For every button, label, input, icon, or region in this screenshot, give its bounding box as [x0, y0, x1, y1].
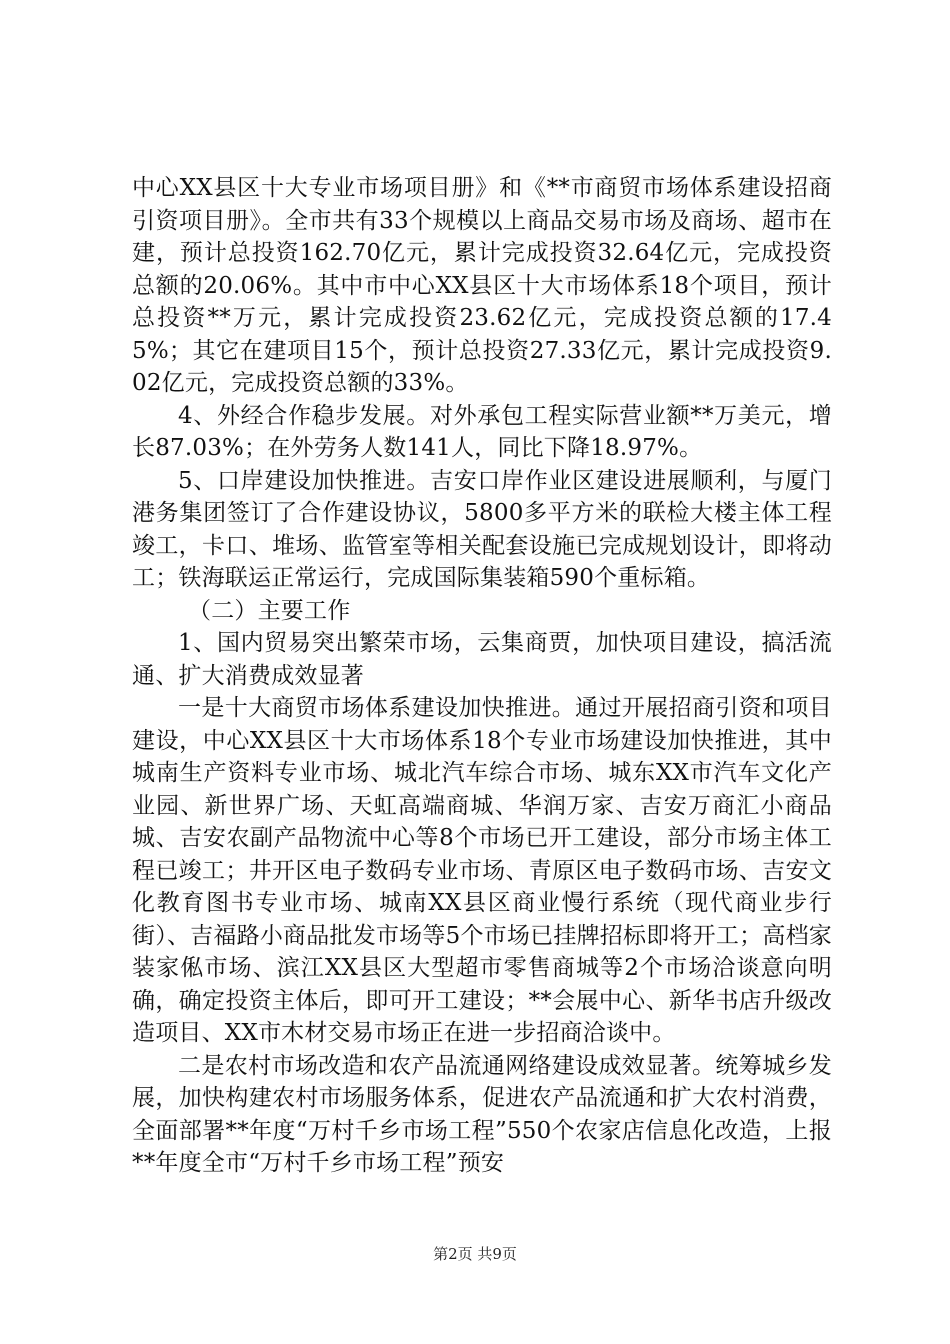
document-body: [132, 172, 832, 1180]
paragraph-rural-market: 二是农村市场改造和农产品流通网络建设成效显著。统筹城乡发展，加快构建农村市场服务体系，促进农产品流通和扩大农村消费，全面部署**年度“万村千乡市场工程”550个农家店信息化改造，上报**年度全市“万村千乡市场工程”预安: [132, 1052, 832, 1176]
paragraph-investment-summary: 中心XX县区十大专业市场项目册》和《**市商贸市场体系建设招商引资项目册》。全市共有33个规模以上商品交易市场及商场、超市在建，预计总投资162.70亿元，累计完成投资32.64亿元，完成投资总额的20.06%。其中市中心XX县区十大市场体系18个项目，预计总投资**万元，累计完成投资23.62亿元，完成投资总额的17.45%；其它在建项目15个，预计总投资27.33亿元，累计完成投资9.02亿元，完成投资总额的33%。: [132, 175, 832, 396]
section-heading-main-work: [132, 595, 832, 628]
section-heading-text: （二）主要工作: [188, 597, 351, 624]
paragraph-port-construction: 5、口岸建设加快推进。吉安口岸作业区建设进展顺利，与厦门港务集团签订了合作建设协议，5800多平方米的联检大楼主体工程竣工，卡口、堆场、监管室等相关配套设施已完成规划设计，即将动工；铁海联运正常运行，完成国际集装箱590个重标箱。: [132, 467, 832, 591]
paragraph-foreign-economic-cooperation: 4、外经合作稳步发展。对外承包工程实际营业额**万美元，增长87.03%；在外劳务人数141人，同比下降18.97%。: [132, 402, 832, 461]
page-number-footer: 第2页 共9页: [433, 1245, 517, 1263]
paragraph-market-system-construction: 一是十大商贸市场体系建设加快推进。通过开展招商引资和项目建设，中心XX县区十大市场体系18个专业市场建设加快推进，其中城南生产资料专业市场、城北汽车综合市场、城东XX市汽车文化产业园、新世界广场、天虹高端商城、华润万家、吉安万商汇小商品城、吉安农副产品物流中心等8个市场已开工建设，部分市场主体工程已竣工；井开区电子数码专业市场、青原区电子数码市场、吉安文化教育图书专业市场、城南XX县区商业慢行系统（现代商业步行街）、吉福路小商品批发市场等5个市场已挂牌招标即将开工；高档家装家俬市场、滨江XX县区大型超市零售商城等2个市场洽谈意向明确，确定投资主体后，即可开工建设；**会展中心、新华书店升级改造项目、XX市木材交易市场正在进一步招商洽谈中。: [132, 695, 832, 1046]
paragraph-domestic-trade: 1、国内贸易突出繁荣市场，云集商贾，加快项目建设，搞活流通、扩大消费成效显著: [132, 630, 832, 689]
